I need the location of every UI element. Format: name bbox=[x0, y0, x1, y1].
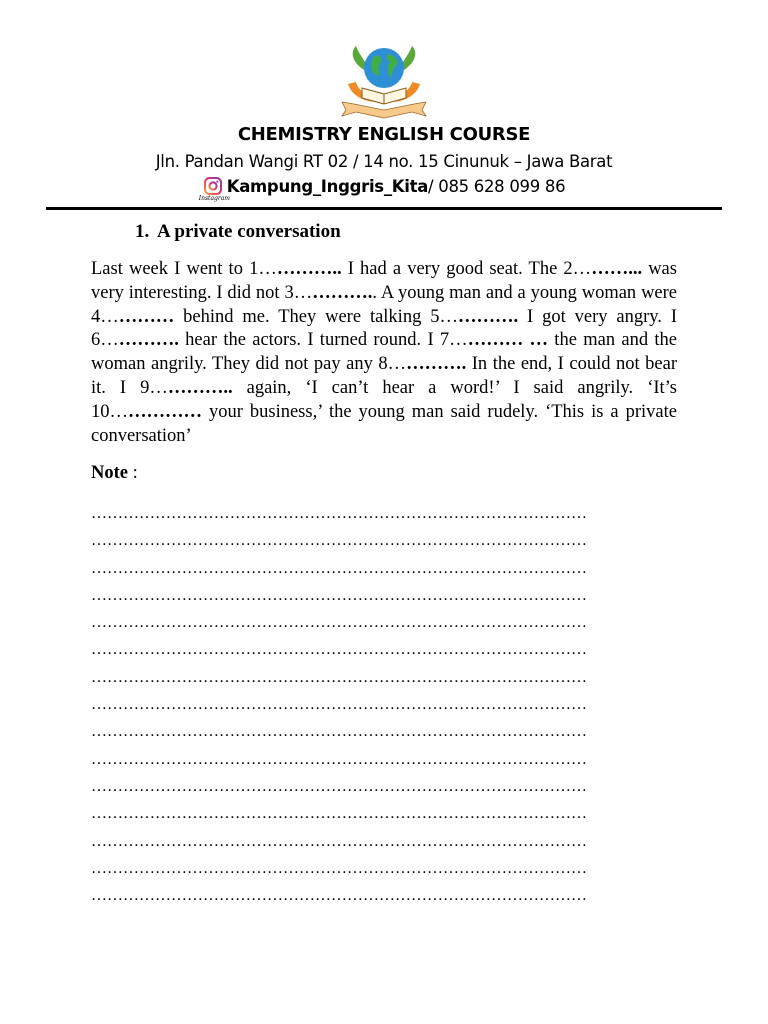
note-label bbox=[91, 463, 138, 484]
answer-blank: ………. bbox=[457, 306, 519, 327]
note-dotted-line[interactable]: ………………………………………………………………………………… bbox=[91, 777, 587, 795]
story-text: behind me. They were talking 5… bbox=[174, 306, 458, 327]
header-divider bbox=[46, 207, 722, 210]
note-dotted-line[interactable]: ………………………………………………………………………………… bbox=[91, 696, 587, 714]
note-dotted-line[interactable]: ………………………………………………………………………………… bbox=[91, 859, 587, 877]
address-line: Jln. Pandan Wangi RT 02 / 14 no. 15 Cinunuk – Jawa Barat bbox=[155, 152, 613, 171]
story-text: Last week I went to 1… bbox=[91, 259, 277, 279]
answer-blank: ………. bbox=[312, 282, 373, 303]
instagram-icon bbox=[198, 177, 230, 202]
note-dotted-line[interactable]: ………………………………………………………………………………… bbox=[91, 668, 587, 686]
answer-blank: ………… bbox=[128, 401, 202, 422]
story-text: . A young man and a young woman were 4… bbox=[91, 282, 678, 327]
organization-name: CHEMISTRY ENGLISH COURSE bbox=[237, 124, 531, 145]
story-text: the man and the woman angrily. They did not pay any 8… bbox=[91, 330, 677, 375]
answer-blank: ……….. bbox=[276, 259, 342, 279]
story-text: your business,’ the young man said rudely. ‘This is a private conversation’ bbox=[91, 401, 677, 446]
note-dotted-line[interactable]: ………………………………………………………………………………… bbox=[91, 805, 587, 823]
globe-shape bbox=[364, 48, 404, 88]
instagram-caption: Instagram bbox=[198, 195, 230, 202]
note-dotted-line[interactable]: ………………………………………………………………………………… bbox=[91, 586, 587, 604]
note-dotted-line[interactable]: ………………………………………………………………………………… bbox=[91, 614, 587, 632]
answer-blank: ……….. bbox=[167, 377, 233, 398]
section-heading bbox=[135, 221, 341, 243]
story-text: again, ‘I can’t hear a word!’ I said angrily. ‘It’s 10… bbox=[91, 377, 677, 422]
answer-blank: ……… … bbox=[467, 330, 548, 351]
story-text: hear the actors. I turned round. I 7… bbox=[178, 330, 468, 351]
answer-blank: ……... bbox=[591, 259, 643, 279]
story-text: I had a very good seat. The 2… bbox=[341, 259, 592, 279]
note-writing-lines bbox=[91, 500, 677, 909]
answer-blank: ……… bbox=[118, 306, 175, 327]
story-paragraph bbox=[91, 258, 677, 448]
note-dotted-line[interactable]: ………………………………………………………………………………… bbox=[91, 832, 587, 850]
note-dotted-line[interactable]: ………………………………………………………………………………… bbox=[91, 750, 587, 768]
note-dotted-line[interactable]: ………………………………………………………………………………… bbox=[91, 641, 587, 659]
story-text: I got very angry. I 6… bbox=[91, 306, 677, 351]
story-text: In the end, I could not bear it. I 9… bbox=[91, 354, 677, 398]
answer-blank: ………. bbox=[118, 330, 179, 351]
note-dotted-line[interactable]: ………………………………………………………………………………… bbox=[91, 532, 587, 550]
section-number: 1. bbox=[135, 221, 150, 242]
note-dotted-line[interactable]: ………………………………………………………………………………… bbox=[91, 723, 587, 741]
answer-blank: ………. bbox=[406, 354, 467, 375]
note-dotted-line[interactable]: ………………………………………………………………………………… bbox=[91, 887, 587, 905]
section-title: A private conversation bbox=[157, 221, 341, 242]
story-text: was very interesting. I did not 3… bbox=[91, 259, 677, 303]
globe-book-hands-logo bbox=[334, 40, 434, 120]
note-label-colon: : bbox=[127, 463, 138, 483]
instagram-handle: Kampung_Inggris_Kita bbox=[226, 177, 429, 196]
note-dotted-line[interactable]: ………………………………………………………………………………… bbox=[91, 559, 587, 577]
note-label-text: Note bbox=[91, 463, 128, 483]
phone-number: / 085 628 099 86 bbox=[428, 177, 566, 196]
note-dotted-line[interactable]: ………………………………………………………………………………… bbox=[91, 505, 587, 522]
contact-line bbox=[0, 177, 768, 202]
